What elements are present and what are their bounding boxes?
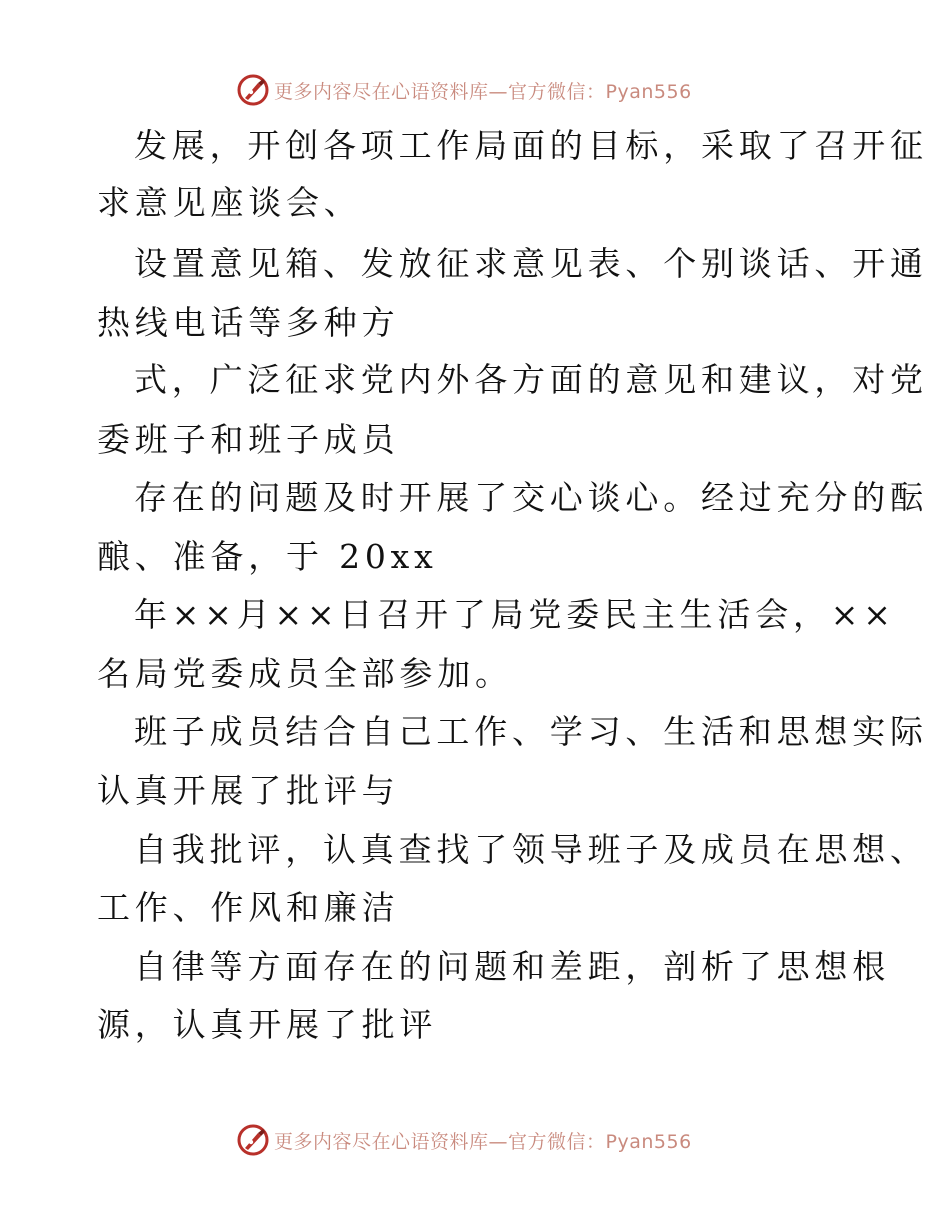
red-pen-circle-logo-icon — [236, 73, 270, 107]
body-line: 班子成员结合自己工作、学习、生活和思想实际 — [134, 712, 928, 751]
header-banner-text: 更多内容尽在心语资料库—官方微信：Pyan556 — [274, 80, 692, 103]
body-line: 存在的问题及时开展了交心谈心。经过充分的酝 — [134, 478, 928, 517]
body-line: 委班子和班子成员 — [97, 420, 400, 459]
body-line: 工作、作风和廉洁 — [97, 888, 400, 927]
body-line: 发展，开创各项工作局面的目标，采取了召开征 — [134, 126, 928, 165]
body-line: 认真开展了批评与 — [97, 771, 400, 810]
body-line: 设置意见箱、发放征求意见表、个别谈话、开通 — [134, 244, 928, 283]
body-line: 热线电话等多种方 — [97, 303, 400, 342]
body-line: 年××月××日召开了局党委民主生活会，×× — [134, 595, 896, 634]
footer-banner-text: 更多内容尽在心语资料库—官方微信：Pyan556 — [274, 1130, 692, 1153]
footer-banner — [236, 1123, 692, 1157]
body-line: 名局党委成员全部参加。 — [97, 654, 513, 693]
body-line: 自我批评，认真查找了领导班子及成员在思想、 — [134, 830, 928, 869]
body-line: 源，认真开展了批评 — [97, 1005, 438, 1044]
body-line: 酿、准备，于 20xx — [97, 537, 438, 576]
body-line: 自律等方面存在的问题和差距，剖析了思想根 — [134, 947, 890, 986]
body-line: 式，广泛征求党内外各方面的意见和建议，对党 — [134, 360, 928, 399]
body-line: 求意见座谈会、 — [97, 183, 362, 222]
red-pen-circle-logo-icon — [236, 1123, 270, 1157]
header-banner — [236, 73, 692, 107]
